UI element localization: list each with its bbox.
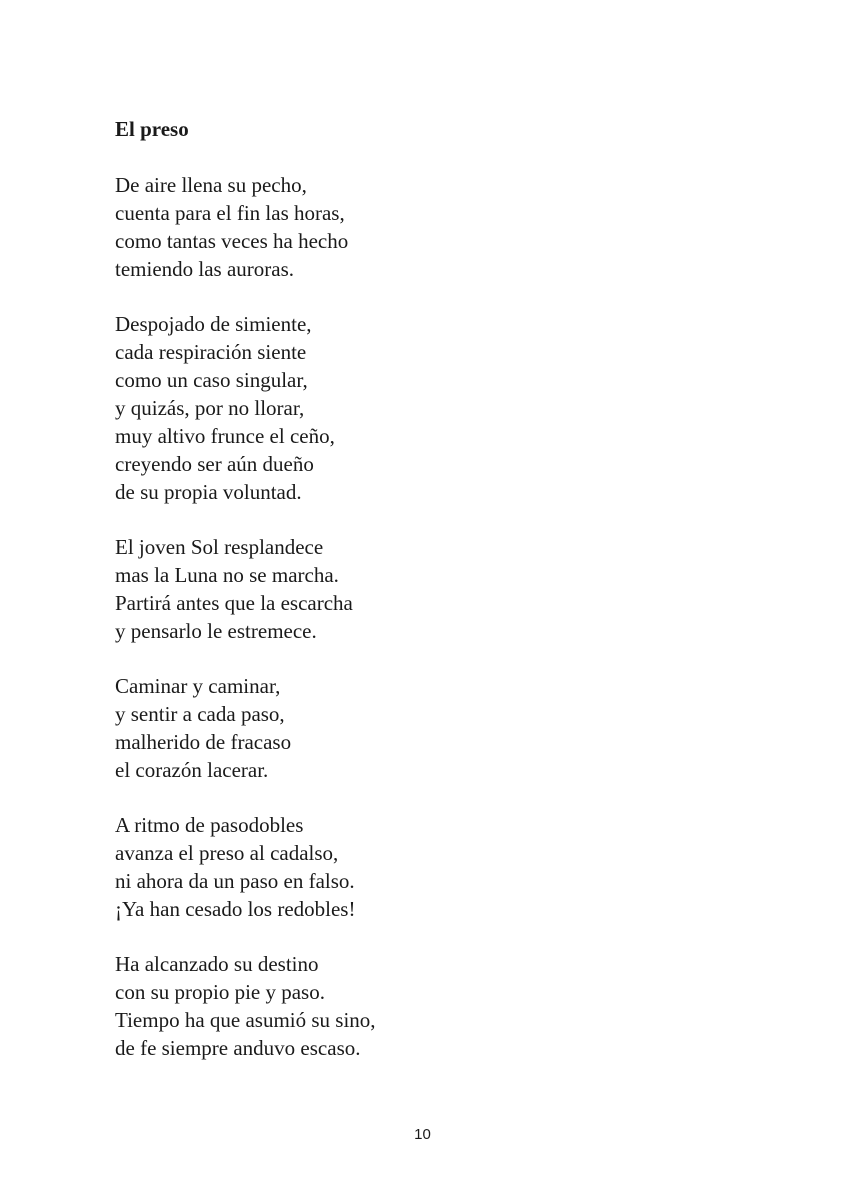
verse-line: con su propio pie y paso. xyxy=(115,980,325,1004)
verse-line: De aire llena su pecho, xyxy=(115,173,307,197)
verse-line: ni ahora da un paso en falso. xyxy=(115,869,355,893)
verse-line: El joven Sol resplandece xyxy=(115,535,324,559)
verse-line: Despojado de simiente, xyxy=(115,312,312,336)
stanza-4 xyxy=(115,672,291,784)
verse-line: y sentir a cada paso, xyxy=(115,702,285,726)
verse-line: como un caso singular, xyxy=(115,368,308,392)
verse-line: Tiempo ha que asumió su sino, xyxy=(115,1008,376,1032)
verse-line: ¡Ya han cesado los redobles! xyxy=(115,897,356,921)
verse-line: muy altivo frunce el ceño, xyxy=(115,424,335,448)
verse-line: temiendo las auroras. xyxy=(115,257,295,281)
verse-line: Caminar y caminar, xyxy=(115,674,281,698)
verse-line: como tantas veces ha hecho xyxy=(115,229,349,253)
verse-line: de su propia voluntad. xyxy=(115,480,302,504)
verse-line: el corazón lacerar. xyxy=(115,758,269,782)
verse-line: mas la Luna no se marcha. xyxy=(115,563,339,587)
stanza-3 xyxy=(115,533,353,645)
page-number: 10 xyxy=(414,1126,431,1143)
verse-line: Partirá antes que la escarcha xyxy=(115,591,353,615)
verse-line: cada respiración siente xyxy=(115,340,307,364)
stanza-1 xyxy=(115,171,348,283)
verse-line: y quizás, por no llorar, xyxy=(115,396,305,420)
stanza-2 xyxy=(115,310,335,506)
poem-title: El preso xyxy=(115,117,189,141)
verse-line: y pensarlo le estremece. xyxy=(115,619,317,643)
verse-line: creyendo ser aún dueño xyxy=(115,452,314,476)
verse-line: A ritmo de pasodobles xyxy=(115,813,304,837)
verse-line: de fe siempre anduvo escaso. xyxy=(115,1036,361,1060)
verse-line: malherido de fracaso xyxy=(115,730,292,754)
stanza-5 xyxy=(115,811,355,923)
verse-line: Ha alcanzado su destino xyxy=(115,952,319,976)
stanza-6 xyxy=(115,950,376,1062)
verse-line: cuenta para el fin las horas, xyxy=(115,201,345,225)
verse-line: avanza el preso al cadalso, xyxy=(115,841,339,865)
